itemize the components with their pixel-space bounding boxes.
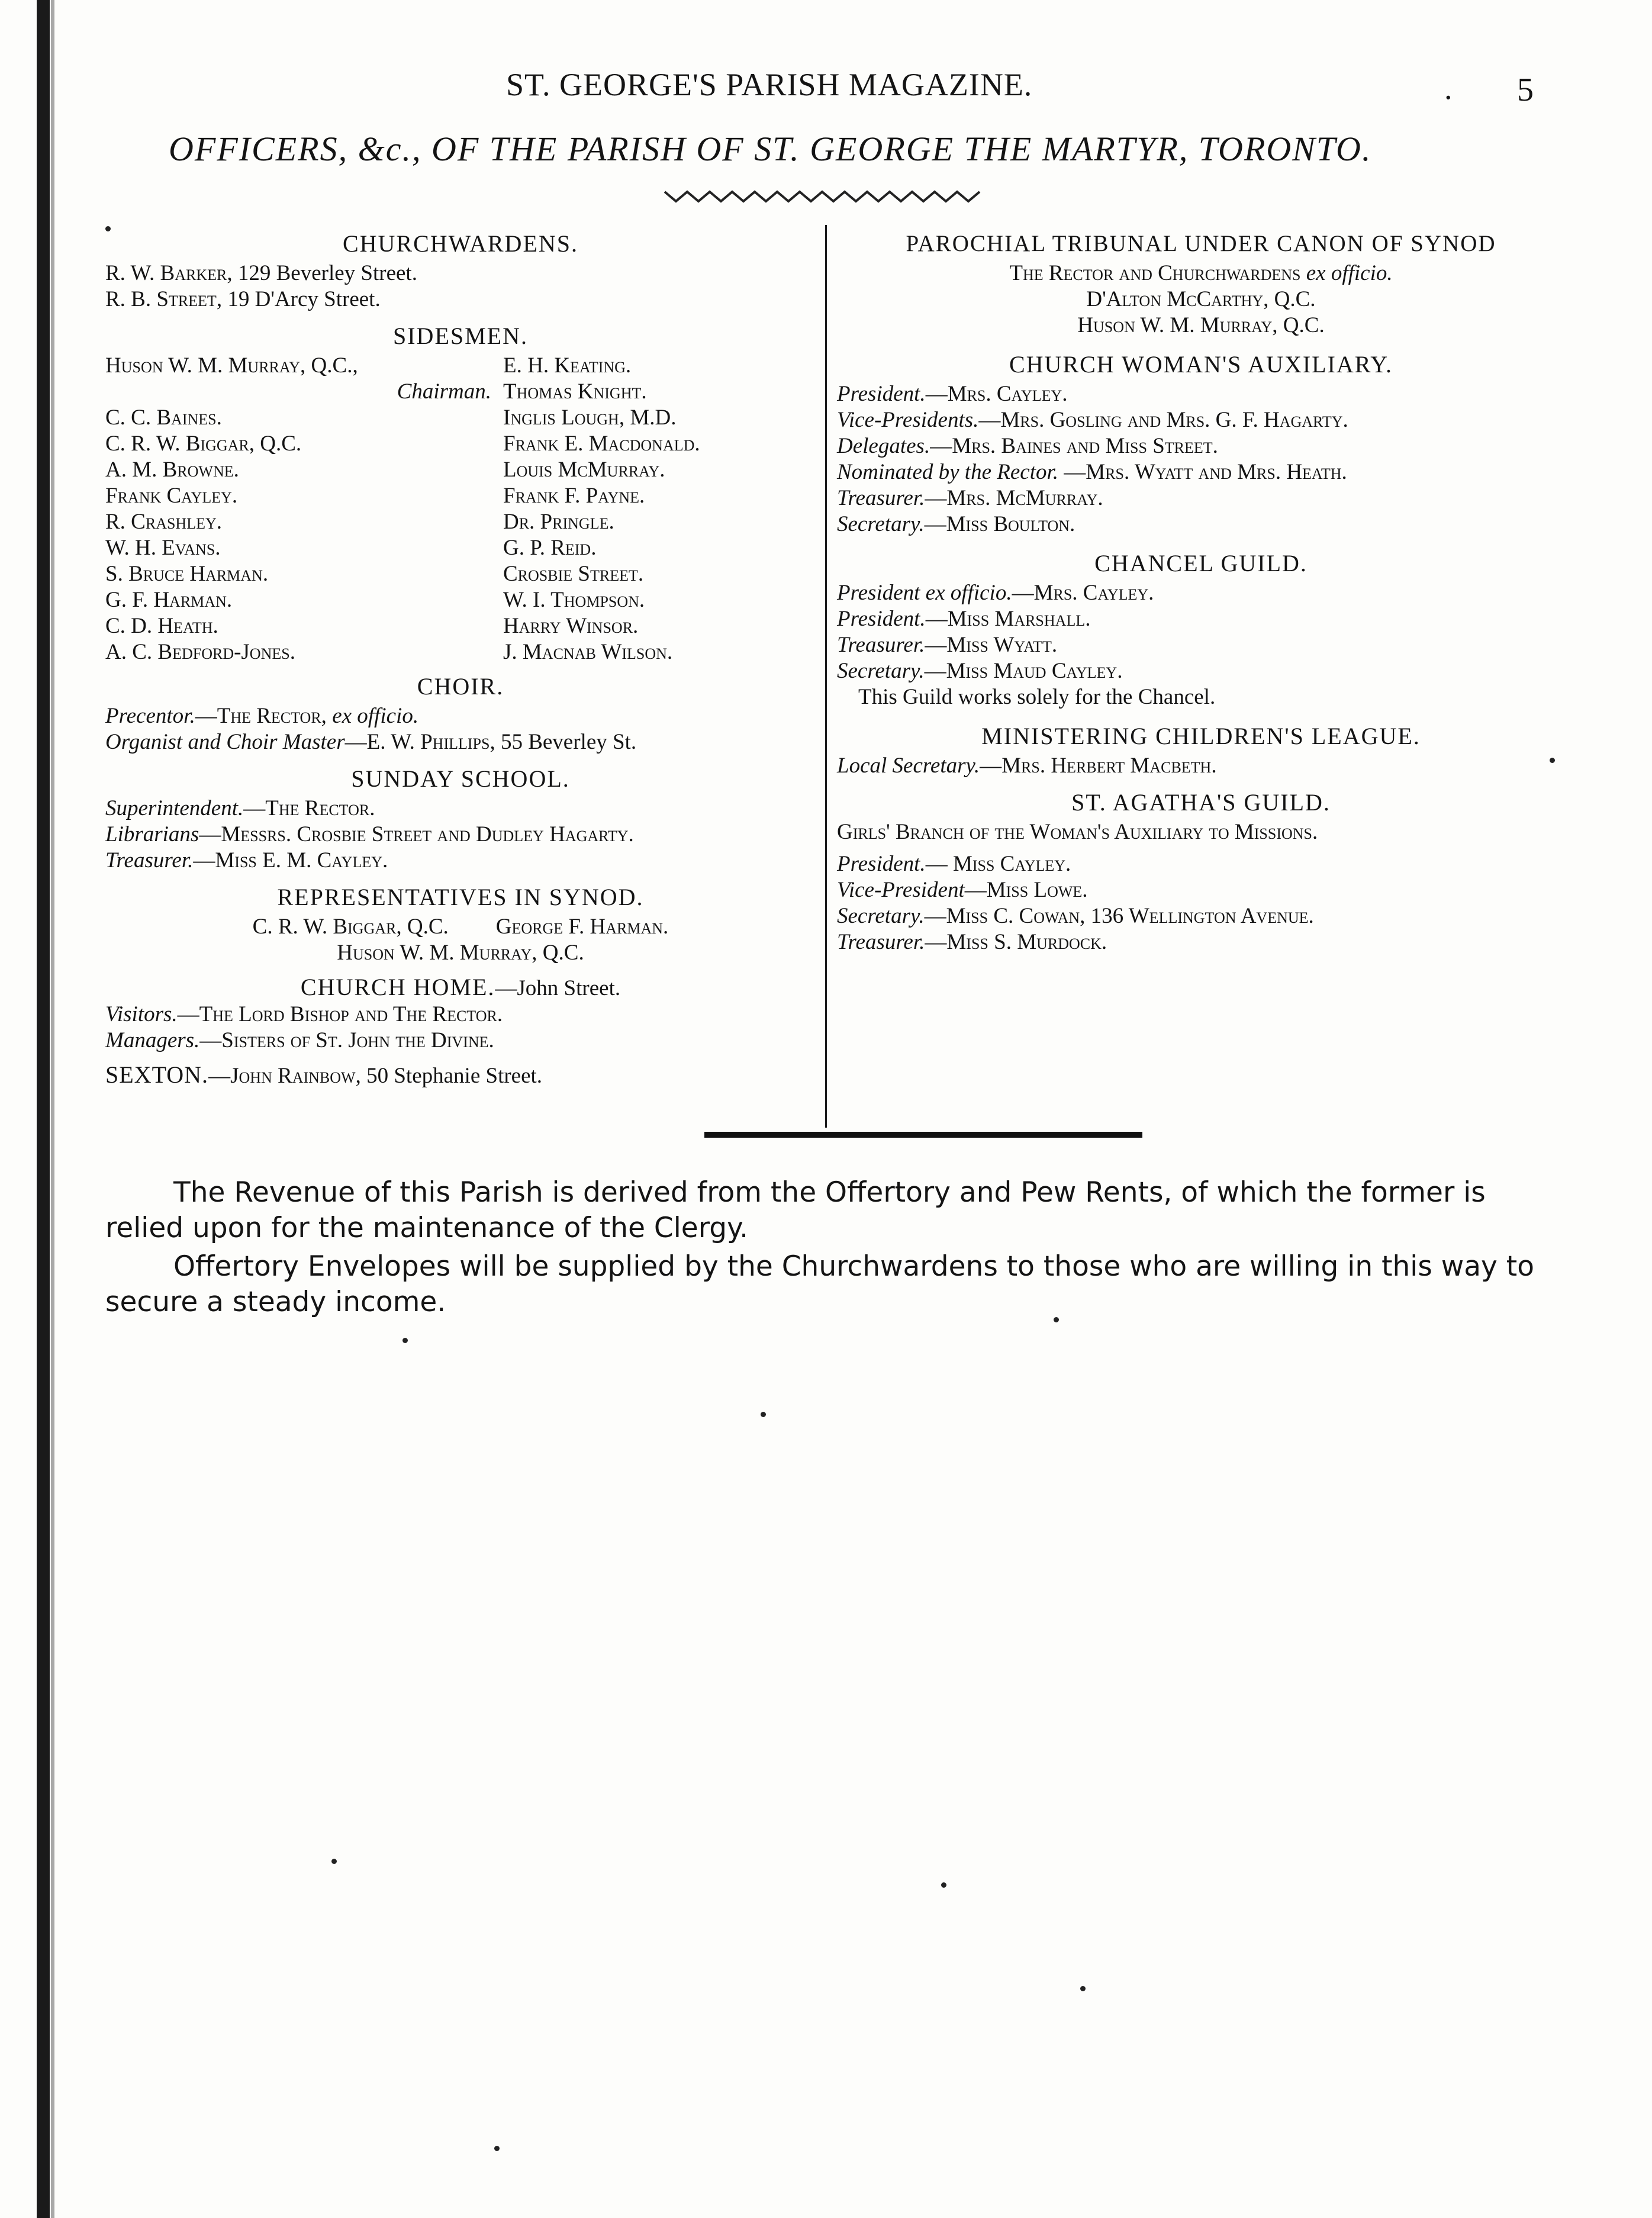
synod-heading: REPRESENTATIVES IN SYNOD. (277, 884, 644, 910)
tribunal-line: The Rector and Churchwardens ex officio. (1009, 261, 1393, 285)
sidesman: Frank F. Payne. (503, 484, 645, 508)
sidesmen-list (105, 353, 816, 665)
sidesman: Inglis Lough, M.D. (503, 405, 677, 430)
choir-heading: CHOIR. (417, 673, 504, 700)
churchwarden-line: R. W. Barker, 129 Beverley Street. (105, 261, 417, 285)
sidesman: Harry Winsor. (503, 614, 639, 638)
page-title: OFFICERS, &c., OF THE PARISH OF ST. GEORGE THE MARTYR, TORONTO. (169, 130, 1372, 168)
tribunal-heading: PAROCHIAL TRIBUNAL UNDER CANON OF SYNOD (906, 231, 1496, 256)
print-speck (1054, 1317, 1059, 1322)
print-speck (1550, 758, 1555, 763)
auxiliary-row: Vice-Presidents.—Mrs. Gosling and Mrs. G. F. Hagarty. (837, 408, 1348, 432)
sidesman: C. C. Baines. (105, 405, 222, 430)
chancel-row: Treasurer.—Miss Wyatt. (837, 633, 1058, 657)
chancel-row: President.—Miss Marshall. (837, 607, 1091, 631)
sidesman: Frank E. Macdonald. (503, 432, 700, 456)
sidesman: S. Bruce Harman. (105, 562, 269, 586)
chancel-note: This Guild works solely for the Chancel. (858, 685, 1216, 709)
sidesman: E. H. Keating. (503, 353, 632, 378)
page-number: 5 (1517, 72, 1534, 108)
sidesman: Thomas Knight. (503, 379, 647, 404)
churchwardens-heading: CHURCHWARDENS. (342, 230, 579, 257)
sidesman: Frank Cayley. (105, 484, 238, 508)
sidesmen-heading: SIDESMEN. (392, 323, 529, 349)
superintendent-line: Superintendent.—The Rector. (105, 796, 375, 820)
librarians-line: Librarians—Messrs. Crosbie Street and Dudley Hagarty. (105, 822, 634, 846)
tribunal-line: Huson W. M. Murray, Q.C. (1077, 313, 1325, 337)
treasurer-line: Treasurer.—Miss E. M. Cayley. (105, 848, 388, 873)
binding-shadow (51, 0, 54, 2218)
agatha-row: Secretary.—Miss C. Cowan, 136 Wellington Avenue. (837, 904, 1314, 928)
auxiliary-row: Nominated by the Rector. —Mrs. Wyatt and Mrs. Heath. (837, 460, 1347, 484)
envelopes-paragraph: Offertory Envelopes will be supplied by the Churchwardens to those who are willing in this way to secure a steady income. (105, 1250, 1534, 1318)
left-column (105, 226, 816, 1089)
sidesman: R. Crashley. (105, 510, 223, 534)
sidesman: A. C. Bedford-Jones. (105, 640, 295, 664)
league-row: Local Secretary.—Mrs. Herbert Macbeth. (837, 754, 1217, 778)
agatha-subheading: Girls' Branch of the Woman's Auxiliary to Missions. (837, 820, 1318, 844)
binding-edge (37, 0, 50, 2218)
sunday-school-heading: SUNDAY SCHOOL. (351, 765, 570, 792)
chancel-row: President ex officio.—Mrs. Cayley. (837, 581, 1154, 605)
print-speck (761, 1412, 766, 1417)
agatha-row: Vice-President—Miss Lowe. (837, 878, 1088, 902)
sidesman: Louis McMurray. (503, 458, 665, 482)
chancel-heading: CHANCEL GUILD. (1094, 550, 1308, 577)
auxiliary-row: President.—Mrs. Cayley. (837, 382, 1068, 406)
sidesman: W. H. Evans. (105, 536, 221, 560)
print-speck (494, 2146, 500, 2151)
section-rule (704, 1132, 1142, 1138)
auxiliary-row: Secretary.—Miss Boulton. (837, 512, 1075, 536)
organist-line: Organist and Choir Master—E. W. Phillips, 55 Beverley St. (105, 730, 637, 754)
auxiliary-row: Treasurer.—Mrs. McMurray. (837, 486, 1103, 510)
sidesman: J. Macnab Wilson. (503, 640, 673, 664)
precentor-line: Precentor.—The Rector, ex officio. (105, 704, 419, 728)
sexton-line: SEXTON.—John Rainbow, 50 Stephanie Street. (105, 1061, 543, 1088)
league-heading: MINISTERING CHILDREN'S LEAGUE. (981, 723, 1421, 749)
ornament-zigzag (660, 188, 991, 205)
managers-line: Managers.—Sisters of St. John the Divine. (105, 1028, 494, 1052)
churchwarden-line: R. B. Street, 19 D'Arcy Street. (105, 287, 381, 311)
synod-line: Huson W. M. Murray, Q.C. (337, 941, 584, 965)
print-speck (331, 1859, 337, 1864)
tribunal-line: D'Alton McCarthy, Q.C. (1086, 287, 1316, 311)
print-speck (105, 226, 111, 231)
sidesman: A. M. Browne. (105, 458, 239, 482)
header-dot: . (1444, 70, 1453, 106)
agatha-row: Treasurer.—Miss S. Murdock. (837, 930, 1107, 954)
magazine-title: ST. GEORGE'S PARISH MAGAZINE. (506, 67, 1033, 102)
agatha-row: President.— Miss Cayley. (837, 852, 1071, 876)
auxiliary-row: Delegates.—Mrs. Baines and Miss Street. (837, 434, 1218, 458)
chairman-label: Chairman. (397, 379, 491, 404)
sidesman: Crosbie Street. (503, 562, 644, 586)
sidesman: C. D. Heath. (105, 614, 218, 638)
revenue-paragraph: The Revenue of this Parish is derived from the Offertory and Pew Rents, of which the former is relied upon for the maintenance of the Clergy. (105, 1176, 1486, 1244)
agatha-heading: ST. AGATHA'S GUILD. (1071, 789, 1331, 816)
sidesman: Dr. Pringle. (503, 510, 614, 534)
sidesman: G. F. Harman. (105, 588, 233, 612)
column-divider (825, 225, 827, 1128)
auxiliary-heading: CHURCH WOMAN'S AUXILIARY. (1009, 351, 1393, 378)
church-home-heading: CHURCH HOME.—John Street. (300, 974, 621, 1000)
print-speck (941, 1882, 946, 1888)
right-column (837, 226, 1565, 955)
print-speck (1080, 1986, 1086, 1991)
sidesman: W. I. Thompson. (503, 588, 645, 612)
sidesman: Huson W. M. Murray, Q.C., (105, 353, 358, 378)
synod-line: C. R. W. Biggar, Q.C. George F. Harman. (252, 915, 669, 939)
print-speck (402, 1338, 408, 1343)
visitors-line: Visitors.—The Lord Bishop and The Rector. (105, 1002, 503, 1026)
sidesman: C. R. W. Biggar, Q.C. (105, 432, 302, 456)
sidesman: G. P. Reid. (503, 536, 597, 560)
chancel-row: Secretary.—Miss Maud Cayley. (837, 659, 1123, 683)
